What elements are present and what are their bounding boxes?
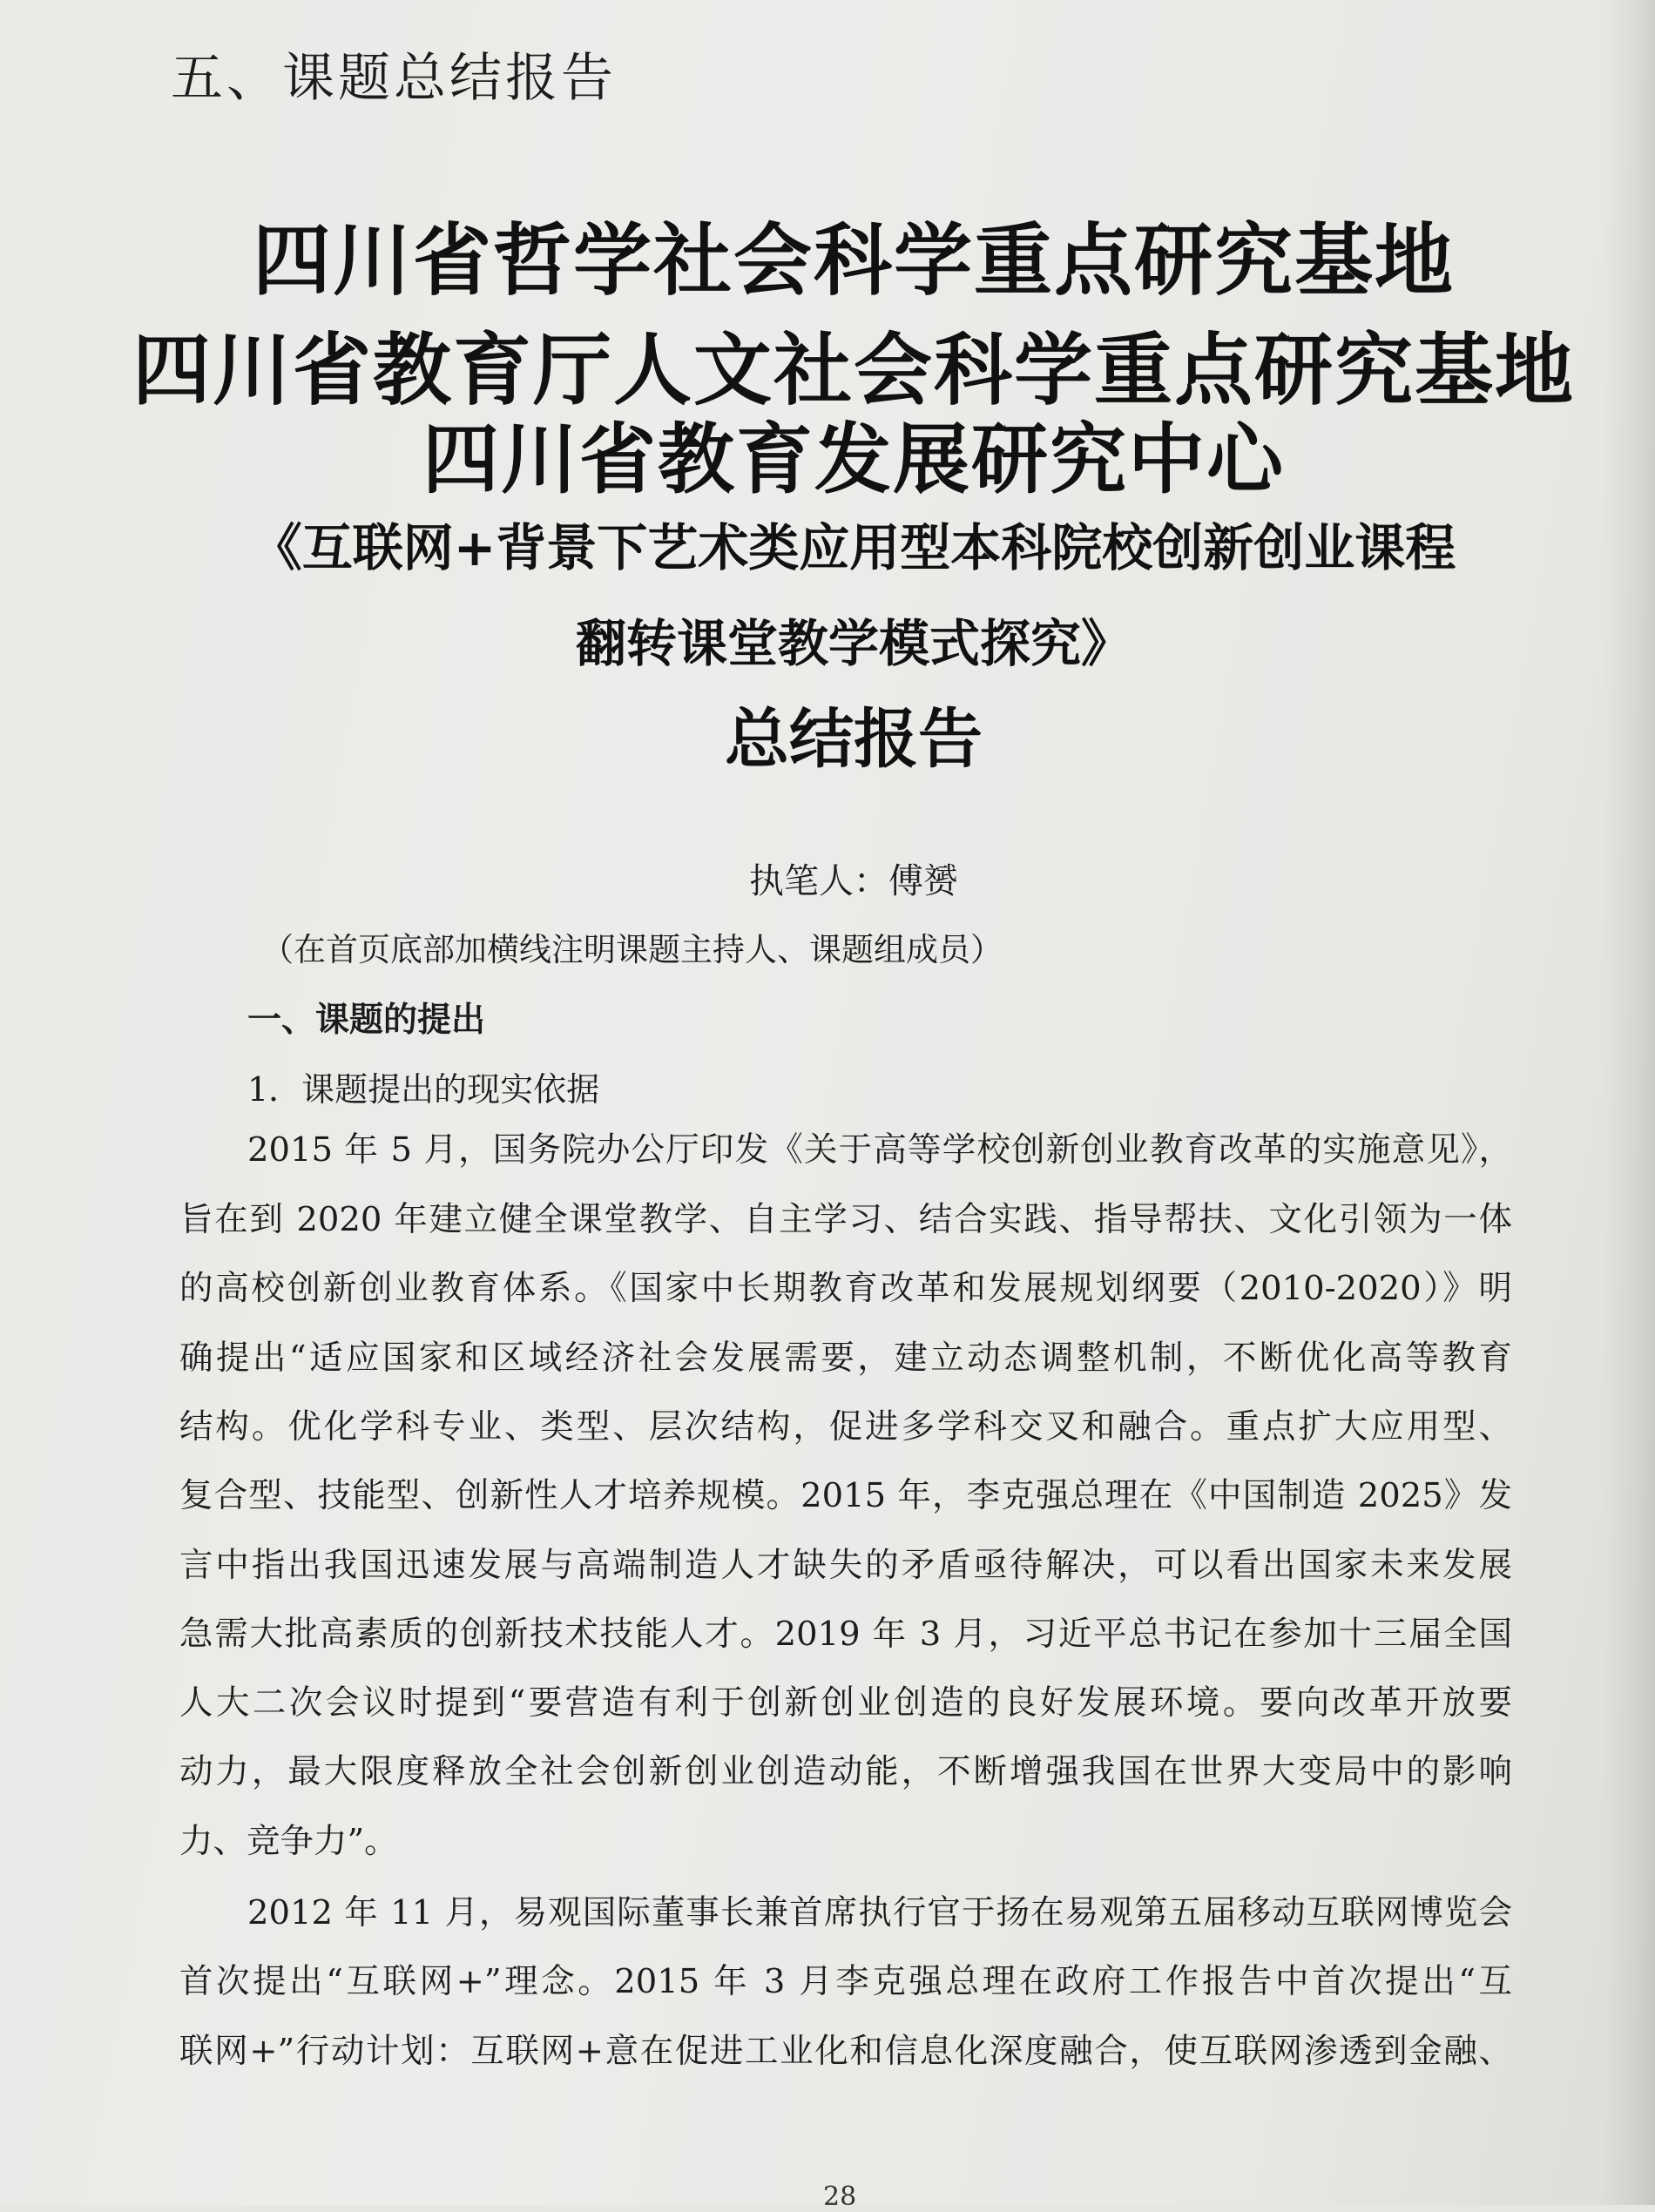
paragraph-1-line: 旨在到 2020 年建立健全课堂教学、自主学习、结合实践、指导帮扶、文化引领为一体 [179, 1200, 1512, 1239]
report-title-line-1: 四川省哲学社会科学重点研究基地 [253, 215, 1455, 307]
paragraph-1-line: 的高校创新创业教育体系。《国家中长期教育改革和发展规划纲要（2010-2020）》明 [179, 1269, 1512, 1308]
heading-level-1: 一、课题的提出 [247, 1001, 486, 1040]
paragraph-1-line: 2015 年 5 月，国务院办公厅印发《关于高等学校创新创业教育改革的实施意见》， [247, 1130, 1512, 1170]
paragraph-1-line: 急需大批高素质的创新技术技能人才。2019 年 3 月，习近平总书记在参加十三届全国 [179, 1615, 1512, 1654]
paragraph-1-line: 人大二次会议时提到“要营造有利于创新创业创造的良好发展环境。要向改革开放要 [179, 1683, 1512, 1723]
heading-level-2: 1．课题提出的现实依据 [247, 1070, 600, 1109]
report-title-line-5: 翻转课堂教学模式探究》 [575, 614, 1131, 673]
report-title-line-6: 总结报告 [725, 702, 983, 777]
paragraph-2-line: 联网+”行动计划：互联网+意在促进工业化和信息化深度融合，使互联网渗透到金融、 [179, 2032, 1512, 2071]
section-title: 五、课题总结报告 [171, 48, 617, 109]
paragraph-1-line: 言中指出我国迅速发展与高端制造人才缺失的矛盾亟待解决，可以看出国家未来发展 [179, 1546, 1512, 1585]
paragraph-2-line: 2012 年 11 月，易观国际董事长兼首席执行官于扬在易观第五届移动互联网博览会 [247, 1893, 1512, 1932]
paragraph-1-line: 力、竞争力”。 [179, 1822, 398, 1861]
report-title-line-2: 四川省教育厅人文社会科学重点研究基地 [132, 325, 1575, 416]
author-line: 执笔人：傅赟 [749, 861, 958, 901]
page-number: 28 [823, 2182, 857, 2212]
report-title-line-4: 《互联网+背景下艺术类应用型本科院校创新创业课程 [251, 518, 1456, 577]
paragraph-1-line: 复合型、技能型、创新性人才培养规模。2015 年，李克强总理在《中国制造 2025》发 [179, 1476, 1513, 1515]
note-line: （在首页底部加横线注明课题主持人、课题组成员） [261, 931, 1003, 968]
paragraph-1-line: 动力，最大限度释放全社会创新创业创造动能，不断增强我国在世界大变局中的影响 [179, 1752, 1512, 1791]
paragraph-2-line: 首次提出“互联网+”理念。2015 年 3 月李克强总理在政府工作报告中首次提出“互 [179, 1962, 1512, 2001]
paragraph-1-line: 确提出“适应国家和区域经济社会发展需要，建立动态调整机制，不断优化高等教育 [179, 1339, 1512, 1378]
paragraph-1-line: 结构。优化学科专业、类型、层次结构，促进多学科交叉和融合。重点扩大应用型、 [179, 1407, 1512, 1447]
report-title-line-3: 四川省教育发展研究中心 [422, 415, 1285, 504]
